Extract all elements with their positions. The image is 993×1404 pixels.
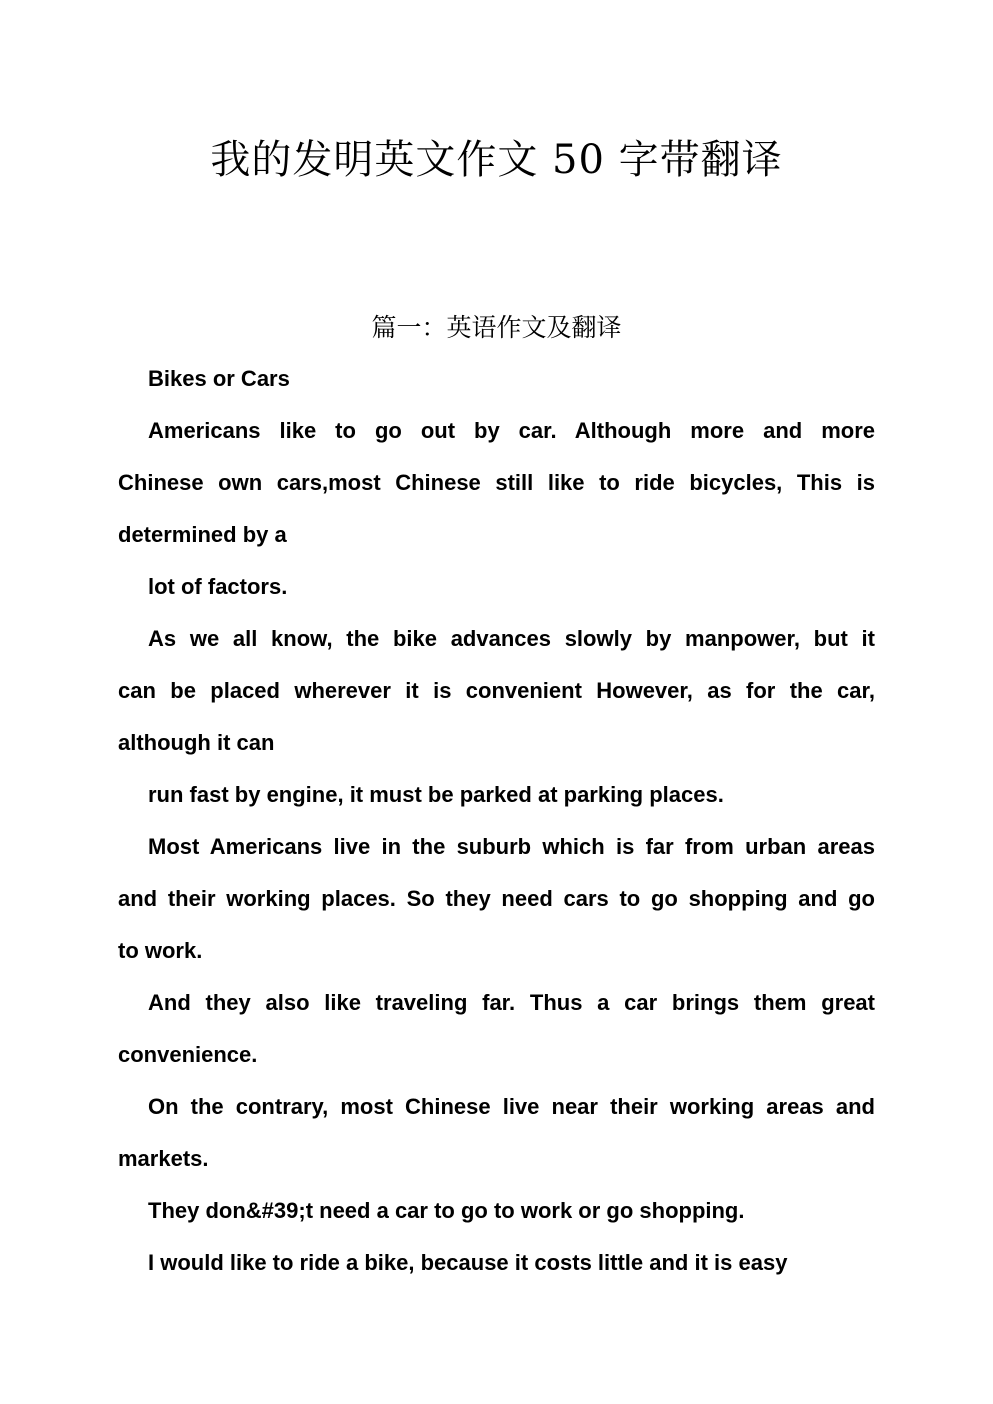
text-line: And they also like traveling far. Thus a car brings them great <box>148 990 875 1015</box>
text-line: On the contrary, most Chinese live near their working areas and <box>148 1094 875 1119</box>
section-heading: 篇一：英语作文及翻译 <box>371 313 622 342</box>
text-line: I would like to ride a bike, because it costs little and it is easy <box>148 1250 788 1275</box>
text-line: run fast by engine, it must be parked at parking places. <box>148 782 724 807</box>
text-line: Americans like to go out by car. Although more and more <box>148 418 875 443</box>
text-line: As we all know, the bike advances slowly by manpower, but it <box>148 626 875 651</box>
text-line: although it can <box>118 730 275 755</box>
text-line: lot of factors. <box>148 574 288 599</box>
text-line: convenience. <box>118 1042 258 1067</box>
text-line: Bikes or Cars <box>148 366 290 391</box>
document-title: 我的发明英文作文 50 字带翻译 <box>210 137 783 183</box>
text-line: Most Americans live in the suburb which is far from urban areas <box>148 834 875 859</box>
text-line: and their working places. So they need cars to go shopping and go <box>118 886 875 911</box>
text-line: determined by a <box>118 522 287 547</box>
text-line: They don&#39;t need a car to go to work or go shopping. <box>148 1198 745 1223</box>
text-line: markets. <box>118 1146 209 1171</box>
text-line: Chinese own cars,most Chinese still like to ride bicycles, This is <box>118 470 875 495</box>
text-line: can be placed wherever it is convenient However, as for the car, <box>118 678 875 703</box>
text-line: to work. <box>118 938 203 963</box>
